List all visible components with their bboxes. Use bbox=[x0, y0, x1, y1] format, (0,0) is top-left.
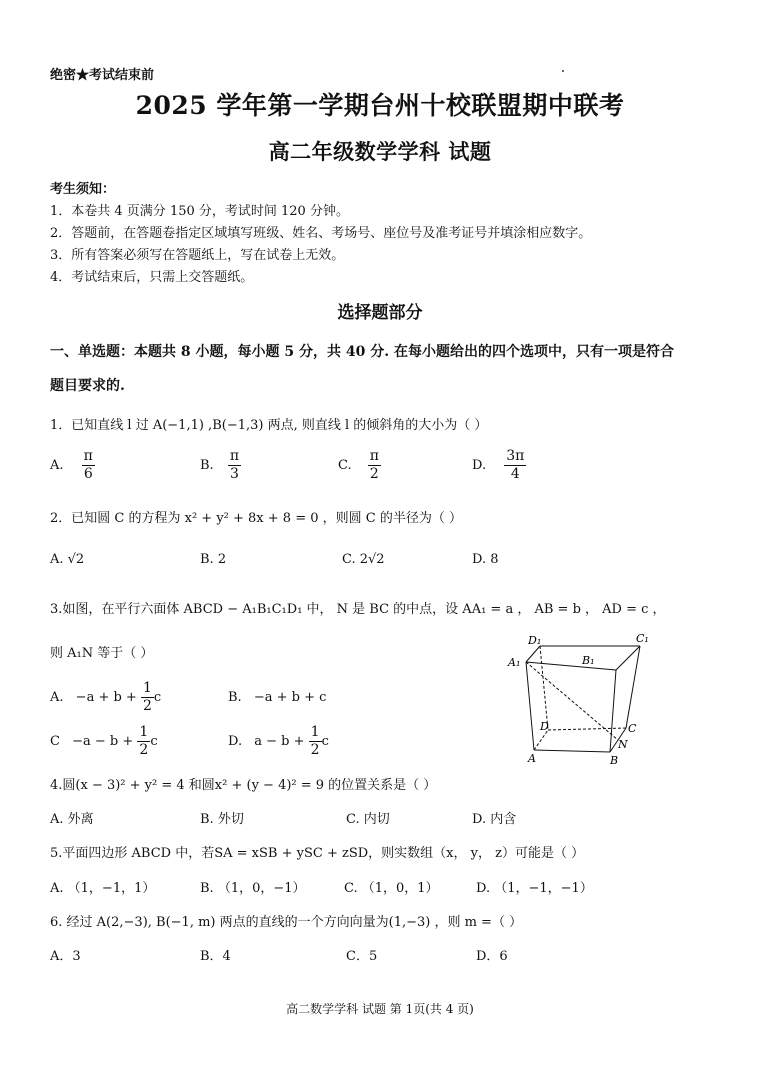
notice-item: 2．答题前，在答题卷指定区域填写班级、姓名、考场号、座位号及准考证号并填涂相应数字。 bbox=[50, 226, 592, 241]
q1-option-c: C. $\frac{\pi}{2}$ bbox=[338, 448, 379, 482]
q2-option-c: C. 2√2 bbox=[342, 552, 385, 567]
notice-heading: 考生须知： bbox=[50, 182, 116, 197]
question-1: 1．已知直线 l 过 A(−1,1) ,B(−1,3) 两点, 则直线 l 的倾斜角的大小为（ ） bbox=[50, 418, 488, 433]
q4-option-d: D. 内含 bbox=[472, 812, 517, 827]
q4-option-b: B. 外切 bbox=[200, 812, 244, 827]
part-instructions-line1: 一、单选题：本题共 8 小题，每小题 5 分，共 40 分. 在每小题给出的四个选项中，只有一项是符合 bbox=[50, 344, 674, 360]
q1-option-b: B. $\frac{\pi}{3}$ bbox=[200, 448, 240, 482]
label-a: A bbox=[528, 752, 536, 765]
q1-option-d: D. $\frac{3\pi}{4}$ bbox=[472, 448, 525, 482]
q1-option-a: A. $\frac{\pi}{6}$ bbox=[50, 448, 93, 482]
question-5: 5.平面四边形 ABCD 中，若SA = xSB + ySC + zSD，则实数组（x， y， z）可能是（ ） bbox=[50, 846, 585, 861]
label-a1: A₁ bbox=[508, 656, 521, 669]
q6-option-c: C．5 bbox=[346, 949, 378, 964]
q6-option-d: D．6 bbox=[476, 949, 508, 964]
part-instructions-line2: 题目要求的. bbox=[50, 378, 125, 394]
question-4: 4.圆(x − 3)² + y² = 4 和圆x² + (y − 4)² = 9 的位置关系是（ ） bbox=[50, 778, 437, 793]
q3-option-a: A. −a + b + $\frac{1}{2}$ c bbox=[50, 680, 162, 714]
question-6: 6. 经过 A(2,−3), B(−1, m) 两点的直线的一个方向向量为(1,−3) ，则 m =（ ） bbox=[50, 915, 523, 930]
notice-item: 3．所有答案必须写在答题纸上，写在试卷上无效。 bbox=[50, 248, 345, 263]
confidential-label: 绝密★考试结束前 bbox=[50, 68, 155, 83]
q4-option-c: C. 内切 bbox=[346, 812, 390, 827]
question-3: 3.如图，在平行六面体 ABCD − A₁B₁C₁D₁ 中， N 是 BC 的中点，设 AA₁ = a ， AB = b ， AD = c ， bbox=[50, 602, 666, 617]
q2-option-b: B. 2 bbox=[200, 552, 227, 567]
q6-option-a: A．3 bbox=[50, 949, 81, 964]
page-footer: 高二数学学科 试题 第 1页(共 4 页) bbox=[286, 1002, 474, 1016]
q2-option-a: A. √2 bbox=[50, 552, 85, 567]
q5-option-a: A. （1，−1，1） bbox=[50, 881, 156, 896]
q5-option-d: D. （1，−1，−1） bbox=[476, 881, 593, 896]
scan-dot bbox=[562, 70, 564, 72]
section-title: 选择题部分 bbox=[337, 303, 423, 323]
q2-option-d: D. 8 bbox=[472, 552, 499, 567]
exam-subtitle: 高二年级数学学科 试题 bbox=[268, 139, 492, 164]
notice-item: 1．本卷共 4 页满分 150 分，考试时间 120 分钟。 bbox=[50, 204, 349, 219]
parallelepiped-figure bbox=[490, 632, 660, 772]
label-c1: C₁ bbox=[636, 632, 649, 645]
label-b: B bbox=[610, 754, 619, 767]
notice-item: 4．考试结束后，只需上交答题纸。 bbox=[50, 270, 254, 285]
label-n: N bbox=[618, 738, 628, 751]
q3-option-d: D. a − b + $\frac{1}{2}$ c bbox=[228, 724, 329, 758]
q4-option-a: A. 外离 bbox=[50, 812, 94, 827]
exam-title: 2025 学年第一学期台州十校联盟期中联考 bbox=[135, 91, 625, 120]
q3-option-c: C −a − b + $\frac{1}{2}$ c bbox=[50, 724, 158, 758]
label-b1: B₁ bbox=[582, 654, 595, 667]
label-d: D bbox=[540, 720, 549, 733]
question-2: 2．已知圆 C 的方程为 x² + y² + 8x + 8 = 0 ，则圆 C 的半径为（ ） bbox=[50, 511, 462, 526]
label-d1: D₁ bbox=[528, 634, 542, 647]
label-c: C bbox=[628, 722, 637, 735]
q3-option-b: B. −a + b + c bbox=[228, 690, 327, 705]
q5-option-c: C. （1，0，1） bbox=[344, 881, 439, 896]
q6-option-b: B．4 bbox=[200, 949, 231, 964]
q5-option-b: B. （1，0，−1） bbox=[200, 881, 306, 896]
question-3-continued: 则 A₁N 等于（ ） bbox=[50, 646, 154, 661]
